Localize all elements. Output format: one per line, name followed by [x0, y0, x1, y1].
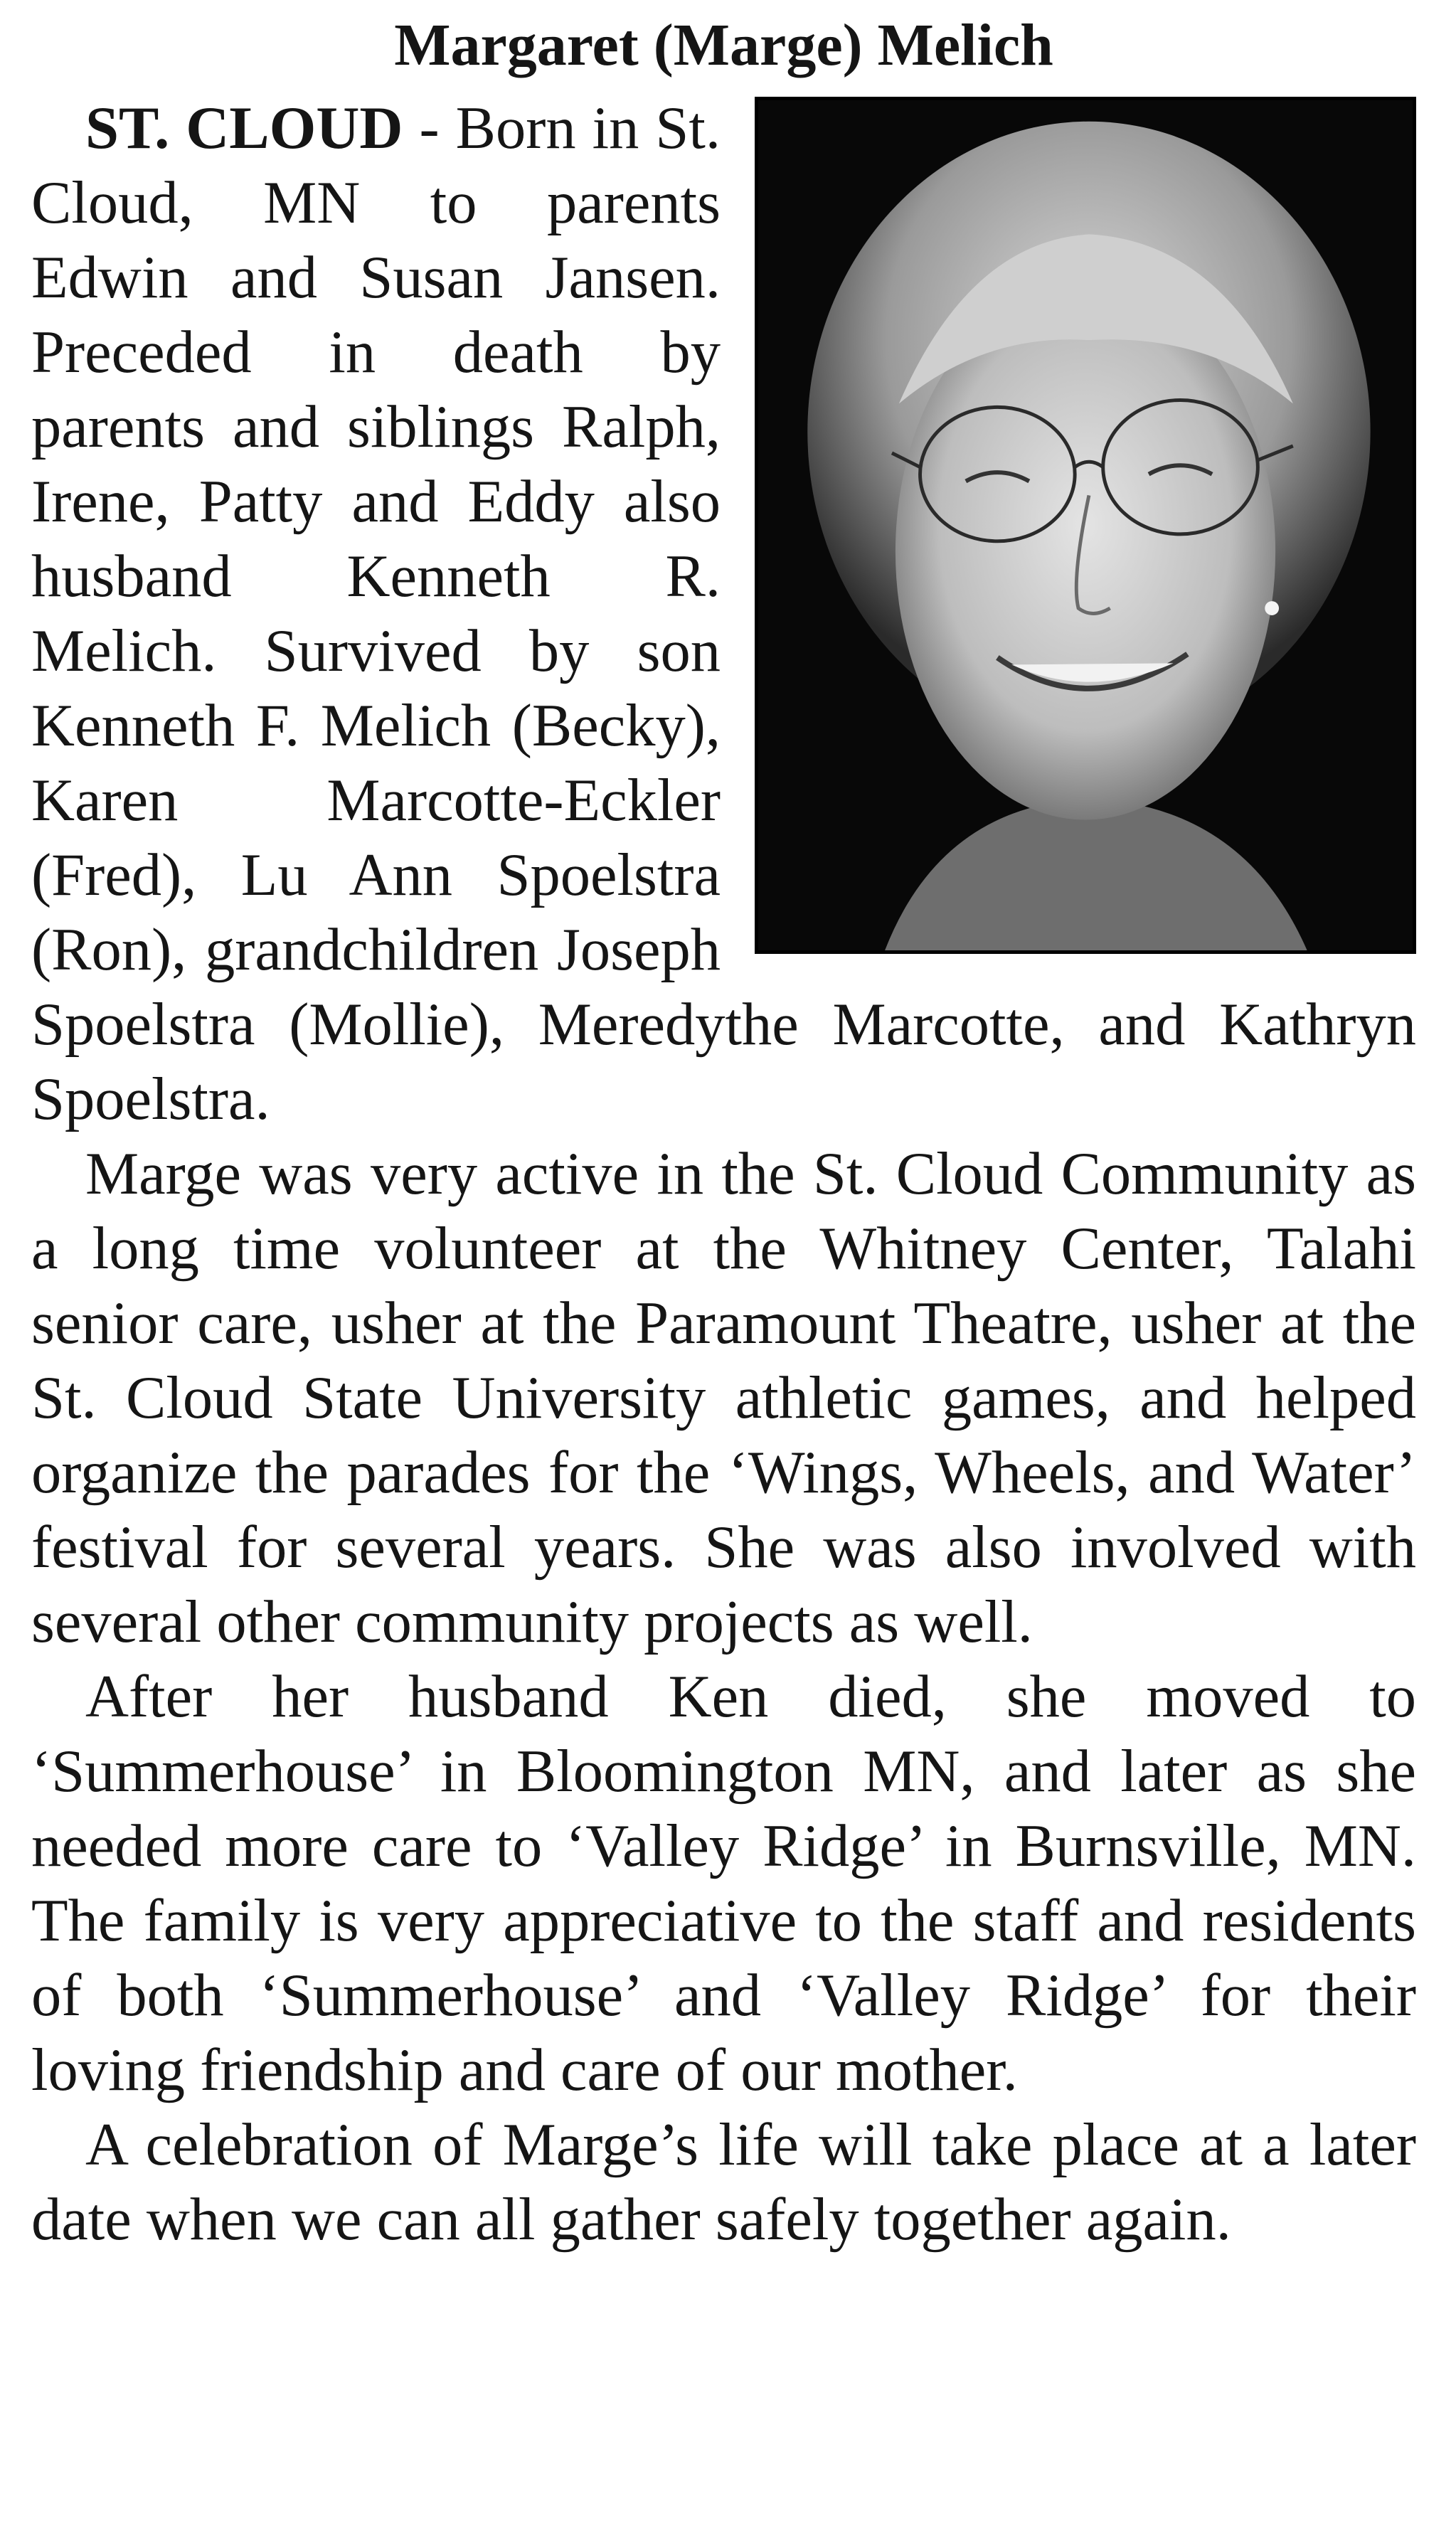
portrait-illustration	[758, 100, 1413, 950]
obituary-title: Margaret (Marge) Melich	[394, 12, 1053, 78]
portrait-photo	[755, 97, 1416, 954]
dateline-place: ST. CLOUD	[85, 95, 403, 162]
opening-text: - Born in St. Cloud, MN to parents Edwin and Susan Jansen. Preceded in death by parents and siblings Ralph, Irene, Patty and Eddy also husband Kenneth R. Melich. Survived by son Kenneth F. Melich (Becky), Karen Marcotte-Eckler (Fred), Lu Ann Spoelstra (Ron), grandchildren Joseph Spoelstra (Mollie), Meredythe Marcotte, and Kathryn Spoelstra.	[31, 95, 1416, 1133]
obituary-paragraph: Marge was very active in the St. Cloud Community as a long time volunteer at the Whitney Center, Talahi senior care, usher at the Paramount Theatre, usher at the St. Cloud State University athletic games, and helped organize the parades for the ‘Wings, Wheels, and Water’ festival for several years. She was also involved with several other community projects as well.	[31, 1141, 1416, 1656]
obituary-paragraph: After her husband Ken died, she moved to ‘Summerhouse’ in Bloomington MN, and later as she needed more care to ‘Valley Ridge’ in Burnsville, MN. The family is very appreciative to the staff and residents of both ‘Summerhouse’ and ‘Valley Ridge’ for their loving friendship and care of our mother.	[31, 1664, 1416, 2104]
obituary-paragraph: A celebration of Marge’s life will take place at a later date when we can all gather safely together again.	[31, 2112, 1416, 2253]
